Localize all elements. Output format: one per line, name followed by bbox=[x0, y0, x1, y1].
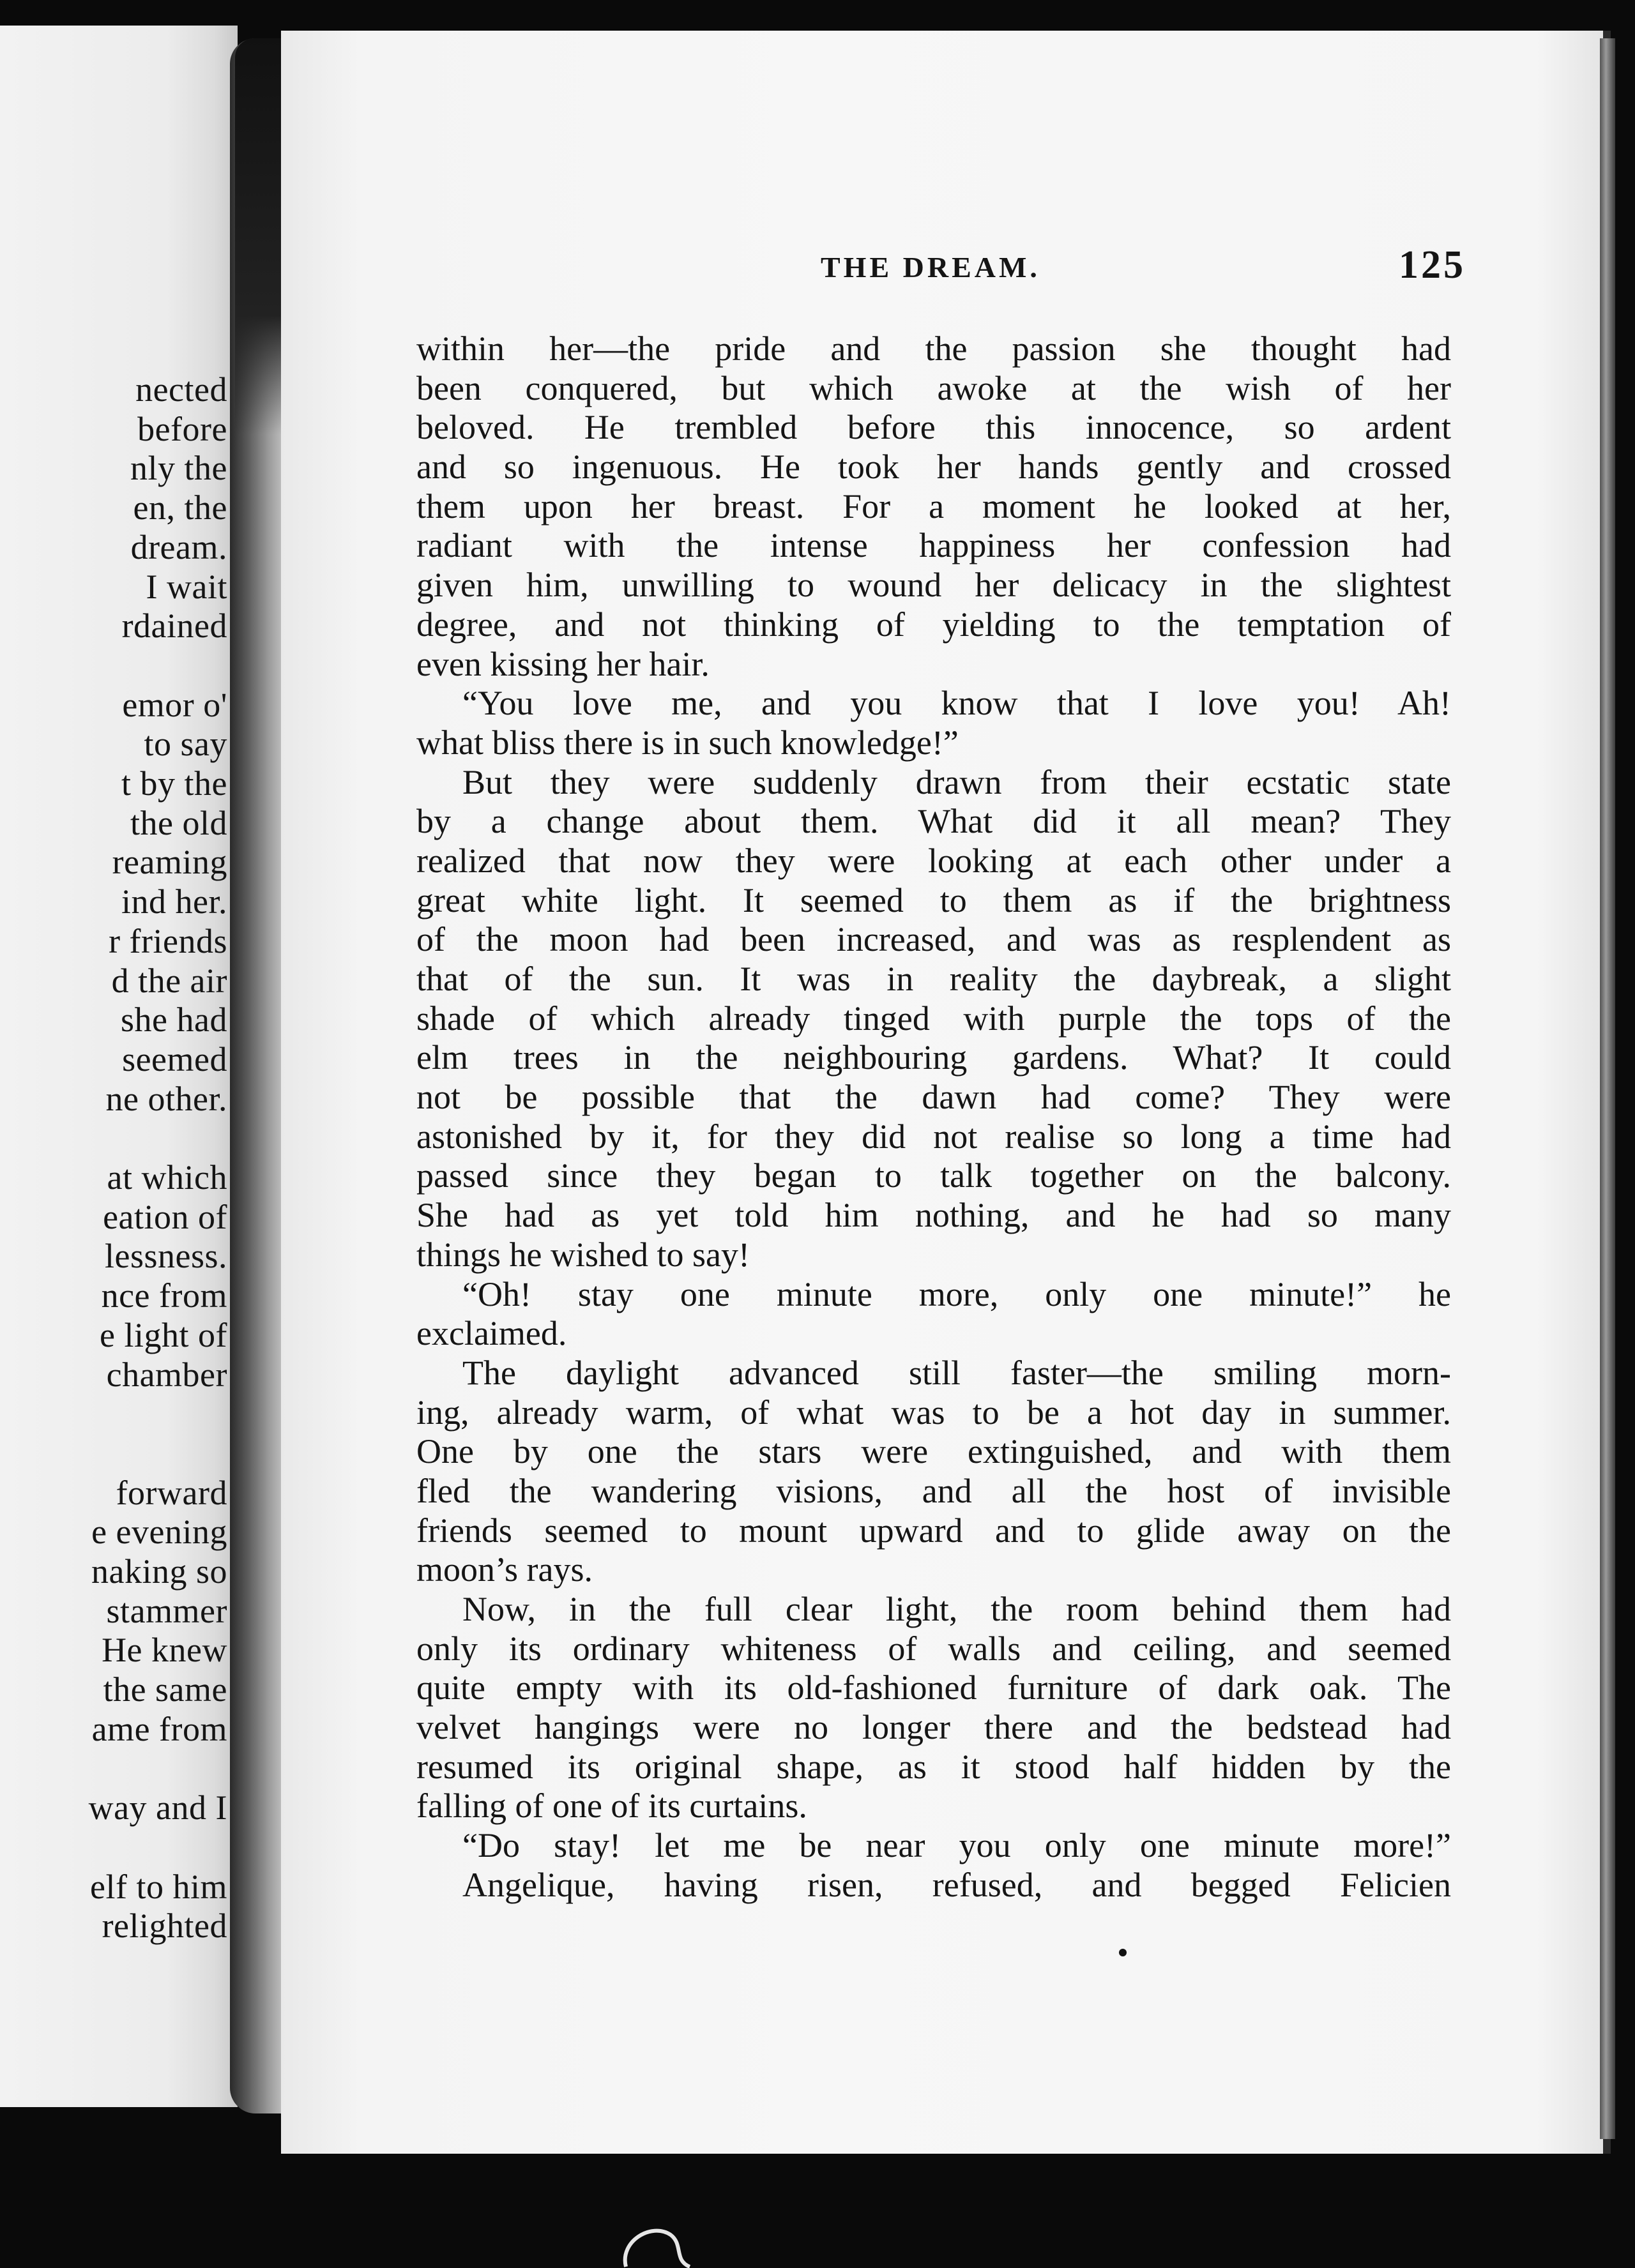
body-line: The daylight advanced still faster—the smiling morn- bbox=[462, 1353, 1451, 1392]
page-edge bbox=[1600, 38, 1615, 2139]
left-page-line: emor o' bbox=[122, 685, 227, 724]
body-line: fled the wandering visions, and all the host of invisible bbox=[416, 1471, 1451, 1510]
left-page-line: e light of bbox=[100, 1315, 227, 1354]
body-line: ing, already warm, of what was to be a hot day in summer. bbox=[416, 1393, 1451, 1432]
body-line: them upon her breast. For a moment he looked at her, bbox=[416, 487, 1451, 525]
left-page-line: t by the bbox=[121, 764, 227, 803]
body-line: what bliss there is in such knowledge!” bbox=[416, 723, 959, 762]
body-line: falling of one of its curtains. bbox=[416, 1787, 807, 1826]
page-number: 125 bbox=[1399, 243, 1466, 287]
left-page-line: nly the bbox=[130, 449, 227, 488]
body-line: “You love me, and you know that I love you! Ah! bbox=[462, 684, 1451, 723]
body-line: beloved. He trembled before this innocence, so ardent bbox=[416, 408, 1451, 447]
body-line: shade of which already tinged with purple the tops of the bbox=[416, 999, 1451, 1038]
body-line: astonished by it, for they did not realise so long a time had bbox=[416, 1117, 1451, 1156]
body-line: of the moon had been increased, and was as resplendent as bbox=[416, 920, 1451, 959]
body-line: But they were suddenly drawn from their ecstatic state bbox=[462, 762, 1451, 801]
left-page-line: seemed bbox=[122, 1040, 227, 1078]
body-line: Angelique, having risen, refused, and begged Felicien bbox=[462, 1865, 1451, 1904]
body-line: and so ingenuous. He took her hands gently and crossed bbox=[416, 448, 1451, 487]
left-page-line: lessness. bbox=[105, 1237, 227, 1276]
body-line: “Oh! stay one minute more, only one minute!” he bbox=[462, 1274, 1451, 1313]
body-line: given him, unwilling to wound her delicacy in the slightest bbox=[416, 566, 1451, 605]
left-page-line: d the air bbox=[111, 961, 227, 1000]
left-page-line: she had bbox=[121, 1001, 227, 1040]
left-page-line: reaming bbox=[112, 843, 227, 882]
running-head: THE DREAM. bbox=[821, 251, 1040, 284]
body-line: velvet hangings were no longer there and the bedstead had bbox=[416, 1708, 1451, 1747]
left-page-line: nected bbox=[135, 370, 227, 409]
body-line: that of the sun. It was in reality the daybreak, a slight bbox=[416, 960, 1451, 998]
body-line: Now, in the full clear light, the room behind them had bbox=[462, 1590, 1451, 1628]
body-line: moon’s rays. bbox=[416, 1550, 593, 1589]
body-line: elm trees in the neighbouring gardens. What? It could bbox=[416, 1038, 1451, 1077]
body-line: not be possible that the dawn had come? They were bbox=[416, 1078, 1451, 1117]
left-page-line: chamber bbox=[106, 1355, 227, 1394]
left-page-line: dream. bbox=[130, 527, 227, 566]
left-page-line: way and I bbox=[88, 1788, 227, 1827]
left-page-line: en, the bbox=[133, 488, 227, 527]
gutter-dark-band bbox=[235, 38, 286, 434]
body-line: One by one the stars were extinguished, and with them bbox=[416, 1432, 1451, 1471]
body-line: radiant with the intense happiness her confession had bbox=[416, 526, 1451, 565]
body-line: friends seemed to mount upward and to glide away on the bbox=[416, 1511, 1451, 1550]
left-page-line: r friends bbox=[109, 921, 227, 960]
left-page-line: the old bbox=[130, 803, 227, 842]
bottom-scribble-mark bbox=[613, 2216, 703, 2268]
left-page-line: before bbox=[137, 409, 227, 448]
left-page-line: He knew bbox=[102, 1631, 227, 1670]
body-line: quite empty with its old-fashioned furniture of dark oak. The bbox=[416, 1668, 1451, 1707]
left-page-line: relighted bbox=[102, 1907, 227, 1946]
body-line: passed since they began to talk together on the balcony. bbox=[416, 1156, 1451, 1195]
body-line: even kissing her hair. bbox=[416, 644, 710, 683]
left-page-line: the same bbox=[103, 1670, 227, 1709]
body-line: degree, and not thinking of yielding to the temptation of bbox=[416, 605, 1451, 644]
body-line: things he wished to say! bbox=[416, 1235, 750, 1274]
body-line: by a change about them. What did it all mean? They bbox=[416, 802, 1451, 841]
body-line: She had as yet told him nothing, and he had so many bbox=[416, 1196, 1451, 1235]
body-line: resumed its original shape, as it stood half hidden by the bbox=[416, 1747, 1451, 1786]
left-page-line: nce from bbox=[101, 1276, 227, 1315]
left-page-line: stammer bbox=[106, 1591, 227, 1630]
left-page-line: I wait bbox=[146, 567, 227, 606]
left-page-line: forward bbox=[116, 1473, 227, 1512]
body-line: only its ordinary whiteness of walls and ceiling, and seemed bbox=[416, 1629, 1451, 1668]
left-page-line: naking so bbox=[91, 1552, 227, 1591]
body-line: exclaimed. bbox=[416, 1314, 567, 1353]
body-line: within her—the pride and the passion she thought had bbox=[416, 329, 1451, 368]
body-text bbox=[416, 329, 1451, 1905]
left-page-line: at which bbox=[107, 1158, 227, 1197]
left-page-line: rdained bbox=[121, 607, 227, 646]
left-page-line: to say bbox=[144, 725, 227, 764]
left-page-line: eation of bbox=[103, 1197, 227, 1236]
left-page-line: elf to him bbox=[90, 1867, 227, 1906]
ink-speck bbox=[1119, 1949, 1127, 1956]
left-page-line: ne other. bbox=[105, 1079, 227, 1118]
body-line: great white light. It seemed to them as if the brightness bbox=[416, 881, 1451, 919]
body-line: been conquered, but which awoke at the wish of her bbox=[416, 368, 1451, 407]
body-line: “Do stay! let me be near you only one minute more!” bbox=[462, 1826, 1451, 1865]
body-line: realized that now they were looking at each other under a bbox=[416, 841, 1451, 880]
left-page-fragment bbox=[0, 26, 238, 2107]
left-page-line: ind her. bbox=[121, 882, 227, 921]
left-page-line: e evening bbox=[91, 1513, 227, 1552]
left-page-line: ame from bbox=[91, 1709, 227, 1748]
